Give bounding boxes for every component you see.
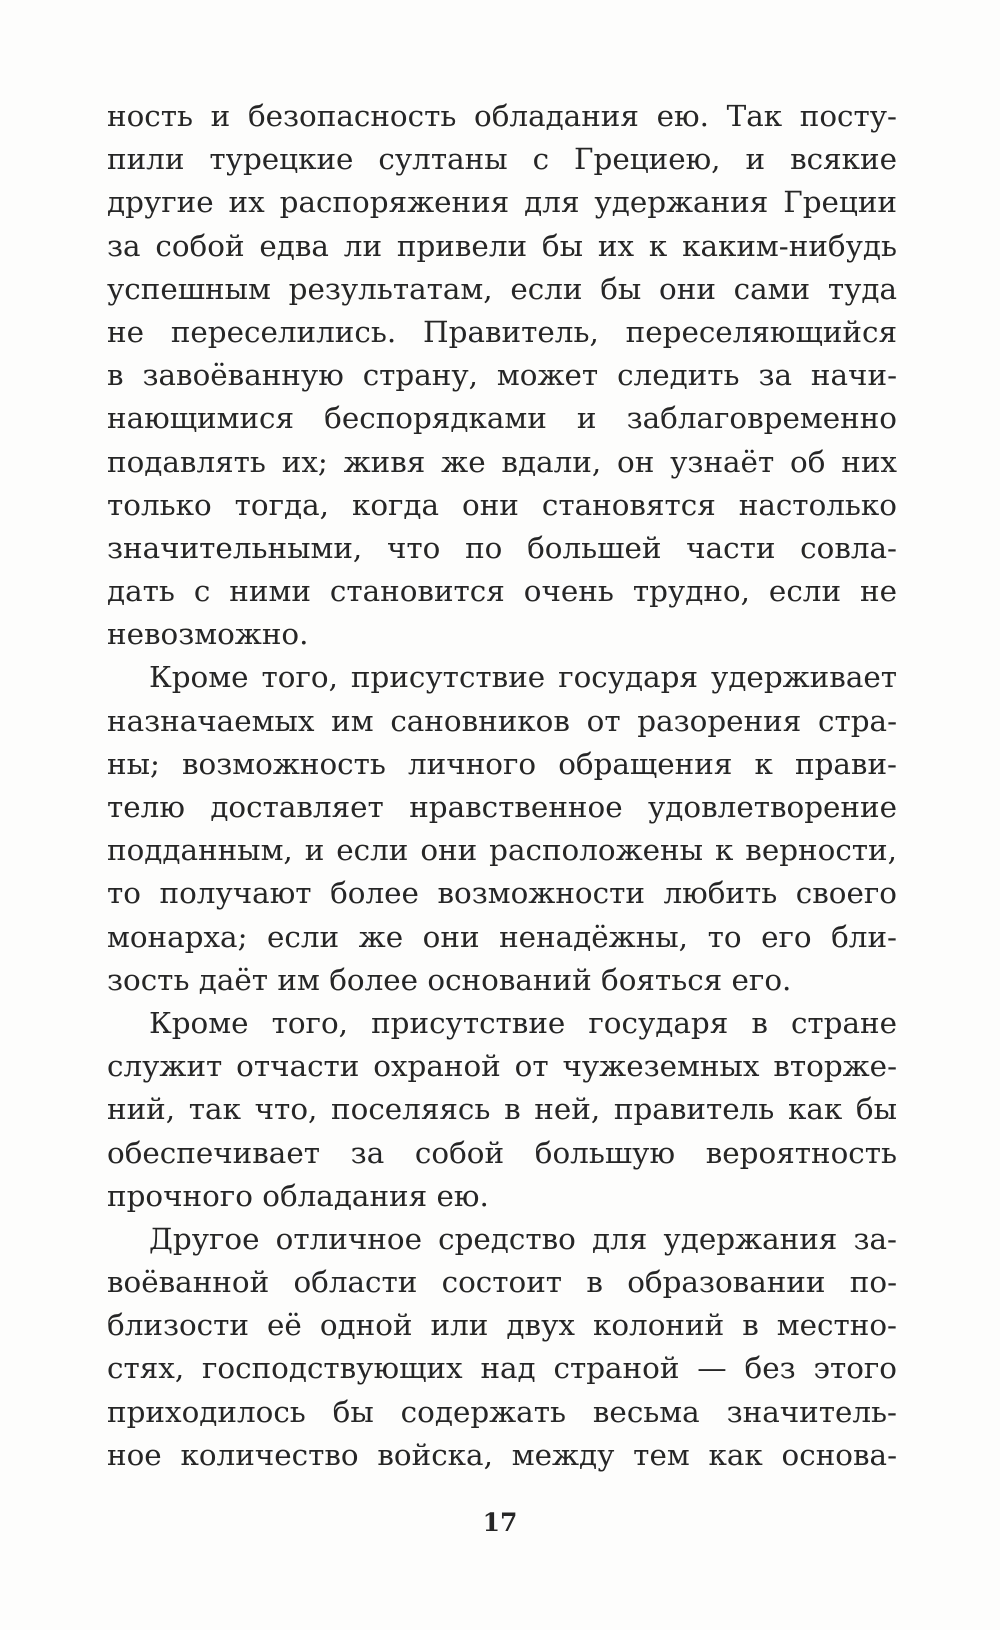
text-line: не переселились. Правитель, переселяющийся xyxy=(107,314,897,349)
text-line: приходилось бы содержать весьма значитель- xyxy=(107,1394,897,1429)
text-line: невозможно. xyxy=(107,617,309,652)
text-line: назначаемых им сановников от разорения стра- xyxy=(107,703,897,738)
text-line: в завоёванную страну, может следить за начи- xyxy=(107,358,897,393)
text-line: прочного обладания ею. xyxy=(107,1178,489,1213)
text-line: другие их распоряжения для удержания Греции xyxy=(107,185,897,220)
text-line: воёванной области состоит в образовании по- xyxy=(107,1265,897,1300)
text-line: монарха; если же они ненадёжны, то его бли- xyxy=(107,919,897,954)
text-line: ность и безопасность обладания ею. Так посту- xyxy=(107,99,897,133)
paragraph-first-line: Кроме того, присутствие государя удерживает xyxy=(149,660,897,695)
text-line: близости её одной или двух колоний в местно- xyxy=(107,1308,897,1343)
text-line: подданным, и если они расположены к верности, xyxy=(107,833,897,868)
text-line: только тогда, когда они становятся настолько xyxy=(107,487,897,522)
paragraph-first-line: Кроме того, присутствие государя в стране xyxy=(149,1005,897,1040)
paragraph-first-line: Другое отличное средство для удержания за- xyxy=(149,1221,897,1256)
text-line: дать с ними становится очень трудно, если не xyxy=(107,574,897,609)
body-text xyxy=(107,95,897,1477)
text-line: успешным результатам, если бы они сами туда xyxy=(107,271,897,306)
text-line: ны; возможность личного обращения к прави- xyxy=(107,746,897,781)
text-line: стях, господствующих над страной — без этого xyxy=(107,1351,897,1386)
text-line: за собой едва ли привели бы их к каким-нибудь xyxy=(107,228,897,263)
text-line: нающимися беспорядками и заблаговременно xyxy=(107,401,897,436)
page-number: 17 xyxy=(482,1508,518,1537)
text-line: пили турецкие султаны с Грециею, и всякие xyxy=(107,142,897,177)
text-line: обеспечивает за собой большую вероятность xyxy=(107,1135,897,1170)
text-line: подавлять их; живя же вдали, он узнаёт об них xyxy=(107,444,897,479)
text-line: телю доставляет нравственное удовлетворение xyxy=(107,790,897,824)
text-line: то получают более возможности любить своего xyxy=(107,876,897,911)
text-line: служит отчасти охраной от чужеземных вторже- xyxy=(107,1049,897,1084)
text-line: зость даёт им более оснований бояться его. xyxy=(107,962,792,997)
text-line: ний, так что, поселяясь в ней, правитель как бы xyxy=(107,1092,897,1127)
text-line: значительными, что по большей части совла- xyxy=(107,530,897,565)
text-line: ное количество войска, между тем как основа- xyxy=(107,1437,897,1472)
